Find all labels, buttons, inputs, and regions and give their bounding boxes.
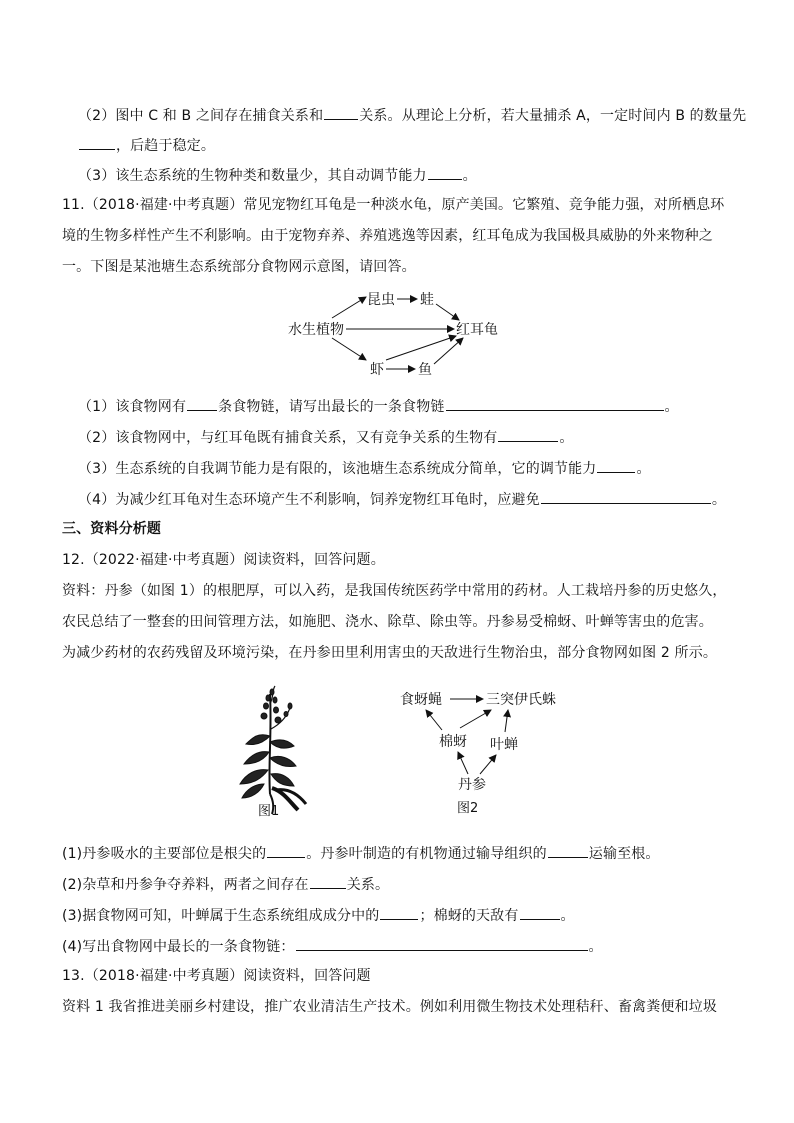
answer-blank[interactable] [548, 842, 588, 858]
text: 。 [559, 430, 574, 446]
text: （2）图中 C 和 B 之间存在捕食关系和 [78, 108, 324, 124]
text: （3）该生态系统的生物种类和数量少，其自动调节能力 [78, 168, 427, 184]
figure1-caption [256, 800, 296, 820]
text: （3）生态系统的自我调节能力是有限的，该池塘生态系统成分简单，它的调节能力 [78, 461, 597, 477]
answer-blank[interactable] [267, 842, 305, 858]
text: ，后趋于稳定。 [116, 138, 216, 154]
arrow-plants-shrimp [332, 338, 366, 360]
figure2-caption [455, 797, 495, 817]
text: （4）为减少红耳龟对生态环境产生不利影响，饲养宠物红耳龟时，应避免 [78, 492, 540, 508]
q12-material-3: 为减少药材的农药残留及环境污染，在丹参田里利用害虫的天敌进行生物治虫，部分食物网如图 2 所示。 [62, 645, 718, 661]
q11-sub4 [78, 488, 726, 508]
node-danshen: 丹参 [458, 777, 486, 793]
arrow-aphid-spider [460, 710, 491, 728]
answer-blank[interactable] [187, 395, 217, 411]
q11-food-web-diagram [270, 282, 540, 384]
q11-sub3 [78, 457, 651, 477]
q11-intro-3: 一。下图是某池塘生态系统部分食物网示意图，请回答。 [62, 259, 416, 275]
q12-sub3 [62, 904, 575, 924]
answer-blank[interactable] [520, 904, 560, 920]
caption-text: 图2 [457, 801, 479, 816]
text: (1)丹参吸水的主要部位是根尖的 [62, 846, 267, 862]
figure1-danshen-plant-drawing [228, 684, 318, 816]
arrow-leafhopper-spider [505, 710, 508, 732]
answer-blank[interactable] [324, 104, 358, 120]
q13-intro: 13.（2018·福建·中考真题）阅读资料，回答问题 [62, 968, 371, 984]
section-heading: 三、资料分析题 [62, 521, 162, 537]
answer-blank[interactable] [310, 873, 346, 889]
node-fish: 鱼 [418, 362, 432, 378]
answer-blank[interactable] [597, 457, 635, 473]
node-aphid: 棉蚜 [439, 734, 467, 750]
text: 。 [560, 908, 575, 924]
answer-blank[interactable] [541, 488, 711, 504]
q10-part2-line1 [78, 104, 746, 124]
node-insect: 昆虫 [367, 292, 395, 308]
q12-material-1: 资料：丹参（如图 1）的根肥厚，可以入药，是我国传统医药学中常用的药材。人工栽培丹参的历史悠久， [62, 583, 727, 599]
q12-intro: 12.（2022·福建·中考真题）阅读资料，回答问题。 [62, 552, 385, 568]
q12-sub2 [62, 873, 389, 893]
node-spider: 三突伊氏蛛 [486, 692, 556, 708]
arrow-frog-turtle [436, 304, 459, 320]
arrow-danshen-leafhopper [480, 755, 496, 774]
node-aquatic-plants: 水生植物 [288, 322, 344, 338]
arrow-aphid-hoverfly [426, 710, 442, 730]
q13-material-1: 资料 1 我省推进美丽乡村建设，推广农业清洁生产技术。例如利用微生物技术处理秸秆、畜禽粪便和垃圾 [62, 999, 718, 1015]
text: （1）该食物网有 [78, 399, 187, 415]
q12-material-2: 农民总结了一整套的田间管理方法，如施肥、浇水、除草、除虫等。丹参易受棉蚜、叶蝉等害虫的危害。 [62, 614, 713, 630]
text: 关系。从理论上分析，若大量捕杀 A，一定时间内 B 的数量先 [359, 108, 747, 124]
answer-blank[interactable] [498, 426, 558, 442]
q11-intro-2: 境的生物多样性产生不利影响。由于宠物弃养、养殖逃逸等因素，红耳龟成为我国极具威胁的外来物种之 [62, 228, 713, 244]
text: （2）该食物网中，与红耳龟既有捕食关系，又有竞争关系的生物有 [78, 430, 498, 446]
text: 。 [588, 939, 603, 955]
q10-part3 [78, 164, 477, 184]
answer-blank[interactable] [79, 134, 115, 150]
text: (3)据食物网可知，叶蝉属于生态系统组成成分中的 [62, 908, 380, 924]
answer-blank[interactable] [428, 164, 462, 180]
node-hoverfly: 食蚜蝇 [400, 692, 442, 708]
answer-blank[interactable] [380, 904, 418, 920]
node-leafhopper: 叶蝉 [490, 737, 518, 753]
text: 。 [711, 492, 727, 508]
q10-part2-line2 [78, 134, 215, 154]
arrow-plants-insect [332, 297, 366, 318]
caption-text: 图1 [258, 804, 280, 819]
text: 。丹参叶制造的有机物通过输导组织的 [306, 846, 547, 862]
text: 。 [664, 399, 679, 415]
answer-blank[interactable] [296, 935, 588, 951]
q11-intro-1: 11.（2018·福建·中考真题）常见宠物红耳龟是一种淡水龟，原产美国。它繁殖、竞争能力强，对所栖息环 [62, 197, 725, 213]
q12-sub4 [62, 935, 603, 955]
text: 。 [462, 168, 477, 184]
text: (2)杂草和丹参争夺养料，两者之间存在 [62, 877, 309, 893]
q11-sub2 [78, 426, 574, 446]
figure2-food-web-diagram [392, 686, 572, 814]
node-frog: 蛙 [420, 292, 434, 308]
answer-blank[interactable] [446, 395, 664, 411]
node-shrimp: 虾 [370, 362, 384, 378]
text: 条食物链，请写出最长的一条食物链 [218, 399, 445, 415]
node-red-eared-turtle: 红耳龟 [456, 322, 498, 338]
text: 运输至根。 [588, 846, 660, 862]
arrow-danshen-aphid [458, 752, 468, 774]
text: ；棉蚜的天敌有 [419, 908, 519, 924]
arrow-shrimp-turtle [386, 336, 456, 360]
q11-sub1 [78, 395, 679, 415]
text: (4)写出食物网中最长的一条食物链： [62, 939, 295, 955]
text: 。 [636, 461, 651, 477]
q12-sub1 [62, 842, 660, 862]
text: 关系。 [346, 877, 390, 893]
